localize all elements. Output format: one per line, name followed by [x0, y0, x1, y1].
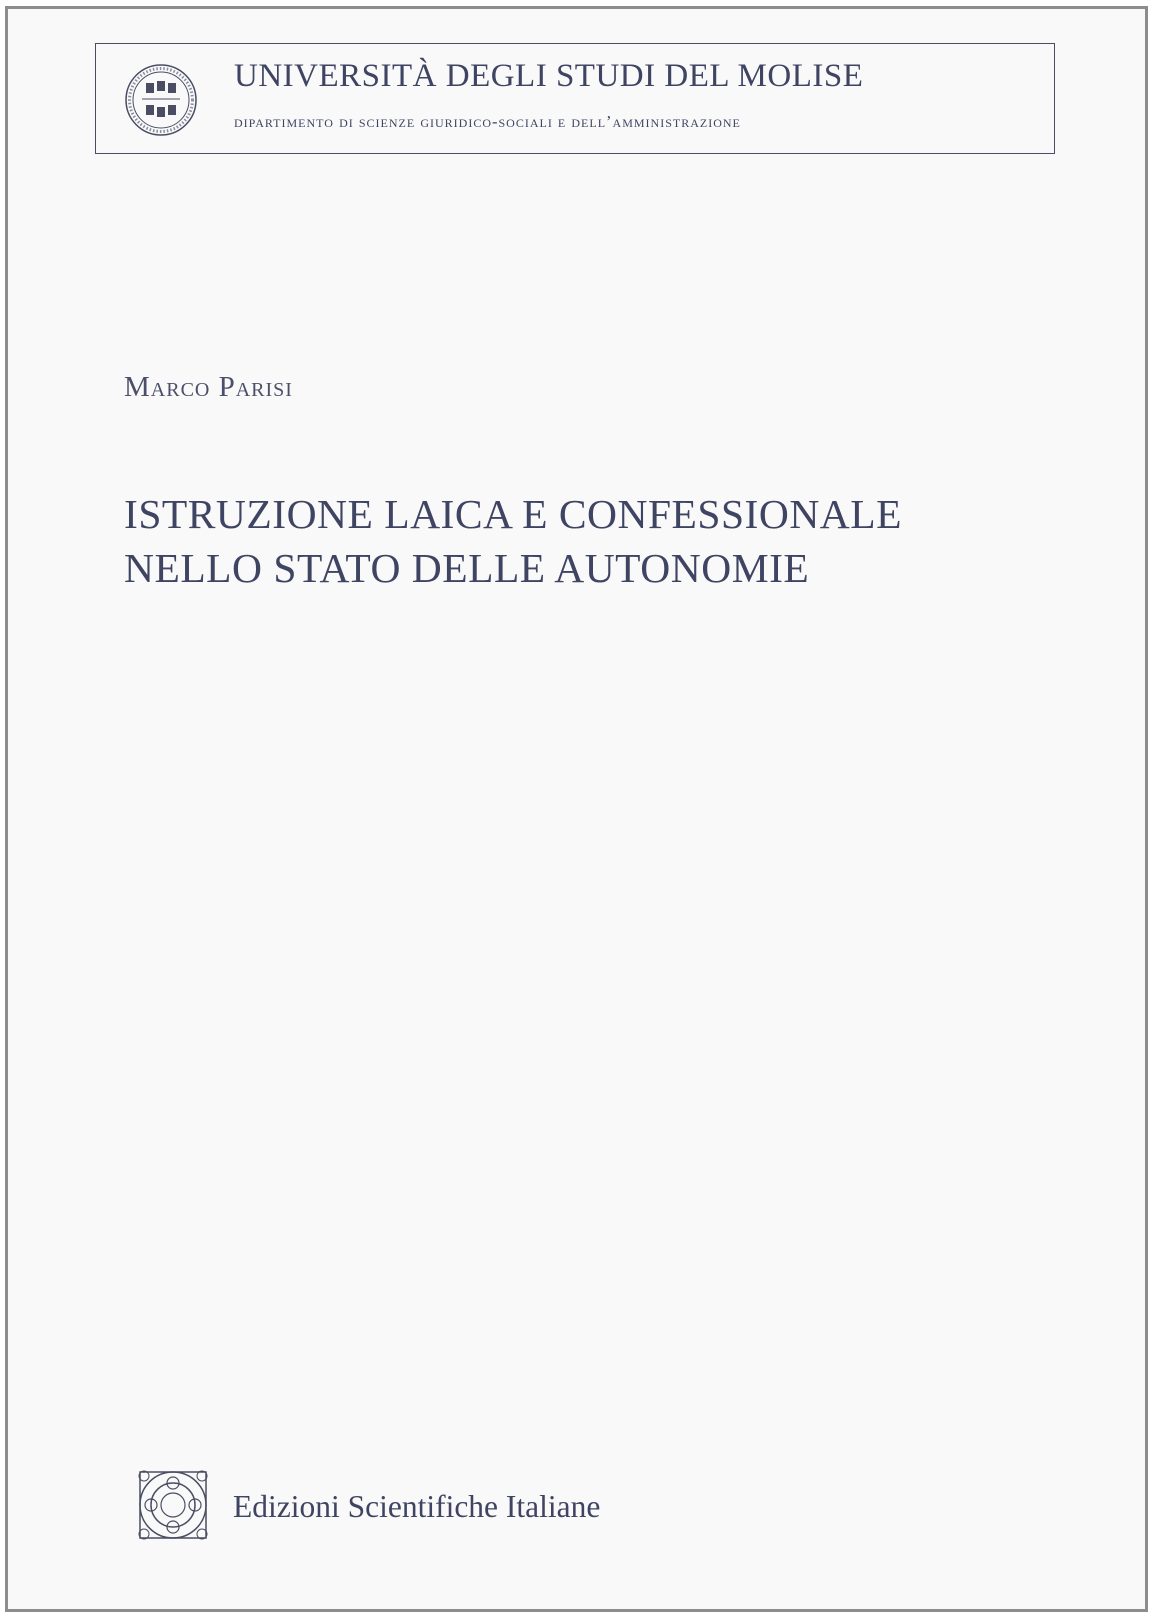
university-header	[95, 43, 1055, 154]
book-cover	[5, 6, 1148, 1612]
publisher-logo-icon	[134, 1466, 212, 1544]
university-seal-icon	[124, 63, 198, 137]
author-name: Marco Parisi	[124, 371, 293, 403]
department-name: dipartimento di scienze giuridico-sociali e dell’amministrazione	[234, 112, 741, 131]
title-line-1: ISTRUZIONE LAICA E CONFESSIONALE	[124, 491, 902, 537]
title-line-2: NELLO STATO DELLE AUTONOMIE	[124, 545, 810, 591]
book-title	[124, 487, 902, 595]
university-name: UNIVERSITÀ DEGLI STUDI DEL MOLISE	[234, 58, 864, 94]
publisher-name: Edizioni Scientifiche Italiane	[233, 1489, 601, 1524]
